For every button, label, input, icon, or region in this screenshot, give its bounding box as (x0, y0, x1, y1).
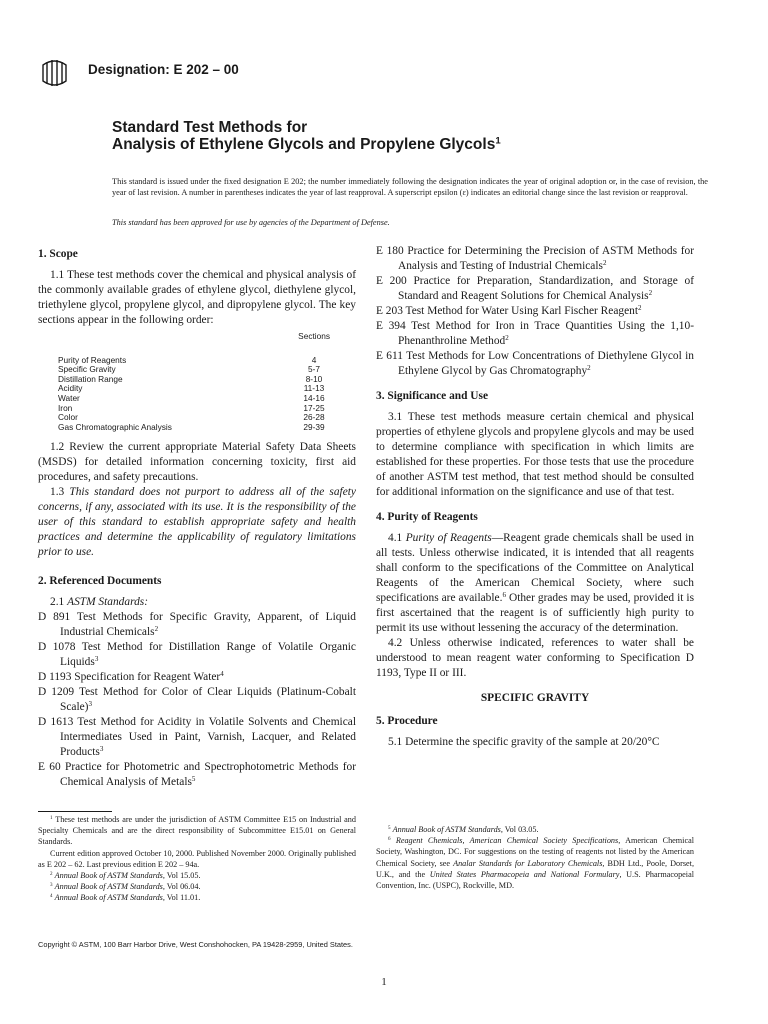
reference-item: E 60 Practice for Photometric and Spectrophotometric Methods for Chemical Analysis of Metals$^5$ (38, 761, 356, 789)
sections-row: Distillation Range 8-10 (58, 373, 323, 384)
copyright-notice: Copyright © ASTM, 100 Barr Harbor Drive, West Conshohocken, PA 19428-2959, United States. (38, 940, 353, 949)
reference-item: E 203 Test Method for Water Using Karl Fischer Reagent$^2$ (376, 304, 642, 317)
page-number: 1 (381, 976, 387, 988)
procedure-heading: 5. Procedure (376, 715, 438, 727)
footnote-3: $^3$ Annual Book of ASTM Standards, Vol 06.04. (50, 882, 201, 892)
sections-table (58, 332, 334, 432)
reference-item: E 394 Test Method for Iron in Trace Quantities Using the 1,10-Phenanthroline Method$^2$ (376, 320, 694, 347)
procedure-paragraph: 5.1 Determine the specific gravity of the sample at 20/20°C (388, 736, 660, 748)
footnotes-right (376, 824, 694, 891)
purity-paragraph-1: 4.1 Purity of Reagents—Reagent grade chemicals shall be used in all tests. Unless otherwise indicated, it is intended that all reagents shall conform to the specifications of the Committee on Analytical Reagents of the American Chemical Society, where such specifications are available.$^6$ Other grades may be used, provided it is first ascertained that the reagent is of sufficiently high purity to permit its use without lessening the accuracy of the determination. (376, 532, 694, 634)
footnote-1: $^1$ These test methods are under the jurisdiction of ASTM Committee E15 on Industrial and Specialty Chemicals and are the direct responsibility of Subcommittee E15.01 on General Standards. (38, 815, 356, 847)
astm-standards-subheading: 2.1 ASTM Standards: (50, 596, 149, 609)
footnote-6: $^6$ Reagent Chemicals, American Chemical Society Specifications, American Chemical Society, Washington, DC. For suggestions on the testing of reagents not listed by the American Chemical Society, see Analar Standards for Laboratory Chemicals, BDH Ltd., Poole, Dorset, U.K., and the United States Pharmacopeia and National Formulary, U.S. Pharmacopeial Convention, Inc. (USPC), Rockville, MD. (376, 836, 694, 891)
sections-row: Water 14-16 (58, 392, 325, 403)
reference-item: D 1209 Test Method for Color of Clear Liquids (Platinum-Cobalt Scale)$^3$ (38, 686, 356, 714)
significance-heading: 3. Significance and Use (376, 390, 489, 402)
issuance-note: This standard is issued under the fixed designation E 202; the number immediately following the designation indicates the year of original adoption or, in the case of revision, the year of last revision. A number in parentheses indicates the year of last reapproval. A superscript epsilon (ε) indicates an editorial change since the last revision or reapproval. (112, 177, 708, 198)
footnote-rule (38, 811, 112, 812)
footnote-2: $^2$ Annual Book of ASTM Standards, Vol 15.05. (50, 871, 201, 881)
dod-approval-note: This standard has been approved for use by agencies of the Department of Defense. (112, 218, 390, 227)
title-line-2 (112, 136, 501, 154)
purity-paragraph-2: 4.2 Unless otherwise indicated, references to water shall be understood to mean reagent water conforming to Specification D 1193, Type II or III. (376, 637, 694, 679)
title-line-1: Standard Test Methods for (112, 119, 308, 136)
sections-row: Gas Chromatographic Analysis 29-39 (58, 421, 325, 432)
footnote-4: $^4$ Annual Book of ASTM Standards, Vol 11.01. (50, 893, 201, 903)
footnote-1-edition: Current edition approved October 10, 2000. Published November 2000. Originally published as E 202 – 62. Last previous edition E 202 – 94a. (38, 848, 356, 869)
reference-item: D 1078 Test Method for Distillation Range of Volatile Organic Liquids$^3$ (38, 641, 356, 669)
reference-item: E 180 Practice for Determining the Precision of ASTM Methods for Analysis and Testing of Industrial Chemicals$^2$ (376, 245, 694, 272)
significance-paragraph: 3.1 These test methods measure certain chemical and physical properties of ethylene glycols and propylene glycols and may be used to determine compliance with specification in which limits are established for these properties. For those tests that use the procedure of another ASTM test method, that test method should be consulted for additional information on the significance and use of that test. (376, 411, 694, 498)
right-column (376, 244, 694, 750)
designation: Designation: E 202 – 00 (88, 62, 239, 77)
scope-heading: 1. Scope (38, 248, 78, 260)
scope-paragraph-2: 1.2 Review the current appropriate Material Safety Data Sheets (MSDS) for detailed information concerning toxicity, first aid procedures, and safety precautions. (38, 441, 356, 484)
reference-item: E 200 Practice for Preparation, Standardization, and Storage of Standard and Reagent Solutions for Chemical Analysis$^2$ (376, 275, 694, 302)
title-footnote-mark: 1 (495, 135, 501, 147)
footnotes-left (38, 811, 356, 904)
title-text: Analysis of Ethylene Glycols and Propylene Glycols (112, 136, 496, 153)
footnote-5: $^5$ Annual Book of ASTM Standards, Vol 03.05. (388, 825, 539, 834)
scope-paragraph-3: 1.3 This standard does not purport to address all of the safety concerns, if any, associated with its use. It is the responsibility of the user of this standard to establish appropriate safety and health practices and determine the applicability of regulatory limitations prior to use. (38, 486, 356, 559)
sections-row: Purity of Reagents 4 (58, 354, 317, 365)
sections-row: Specific Gravity 5-7 (58, 364, 320, 375)
astm-logo (39, 55, 70, 91)
sections-row: Iron 17-25 (58, 402, 325, 413)
reference-item: D 891 Test Methods for Specific Gravity, Apparent, of Liquid Industrial Chemicals$^2$ (38, 611, 356, 639)
reference-item: E 611 Test Methods for Low Concentrations of Diethylene Glycol in Ethylene Glycol by Gas Chromatography$^2$ (376, 350, 694, 377)
reference-item: D 1613 Test Method for Acidity in Volatile Solvents and Chemical Intermediates Used in Paint, Varnish, Lacquer, and Related Products$^3$ (38, 716, 356, 759)
specific-gravity-heading: SPECIFIC GRAVITY (480, 692, 590, 704)
sections-table-header: Sections (298, 331, 330, 341)
scope-paragraph-1: 1.1 These test methods cover the chemical and physical analysis of the commonly available grades of ethylene glycol, diethylene glycol, triethylene glycol, propylene glycol, and dipropylene glycol. The key sections appear in the following order: (38, 269, 356, 326)
sections-row: Acidity 11-13 (58, 383, 325, 394)
purity-heading: 4. Purity of Reagents (376, 511, 478, 523)
referenced-documents-heading: 2. Referenced Documents (38, 575, 162, 588)
sections-row: Color 26-28 (58, 412, 325, 423)
left-column (38, 244, 356, 790)
reference-item: D 1193 Specification for Reagent Water$^4$ (38, 670, 224, 684)
